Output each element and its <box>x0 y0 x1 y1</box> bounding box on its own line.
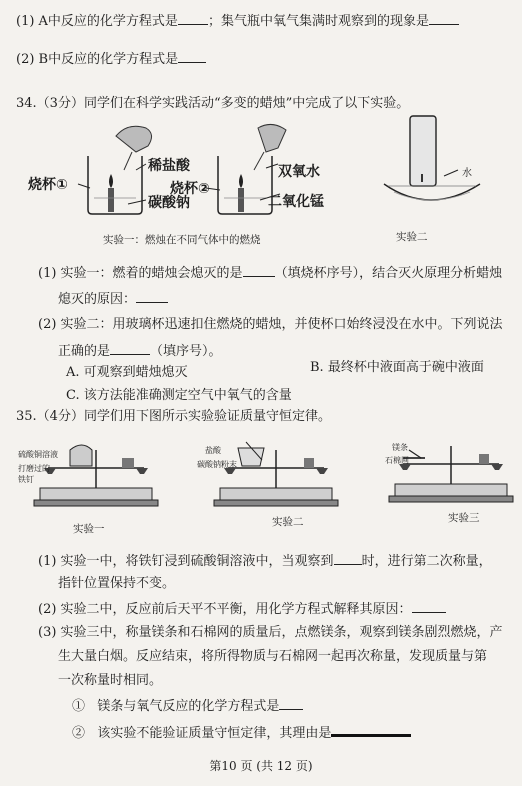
q34-figure-experiment2 <box>380 112 490 222</box>
label-nail: 打磨过的铁钉 <box>18 464 50 484</box>
q34-p2b <box>58 342 222 360</box>
label-hcl-2: 盐酸 <box>205 446 221 455</box>
label-caco3: 碳酸钠粉末 <box>197 460 237 469</box>
q35-sub2-num: ② <box>72 726 86 741</box>
q34-stem: 34.（3分）同学们在科学实践活动“多变的蜡烛”中完成了以下实验。 <box>16 96 410 111</box>
q33-line1-text: (1) A中反应的化学方程式是 <box>16 14 178 29</box>
q35-p3b: 生大量白烟。反应结束，将所得物质与石棉网一起再次称量，发现质量与第 <box>58 649 488 664</box>
answer-blank[interactable] <box>178 50 206 63</box>
q35-p1c: 指针位置保持不变。 <box>58 576 176 591</box>
q35-sub1-num: ① <box>72 699 86 714</box>
q34-option-b: B. 最终杯中液面高于碗中液面 <box>310 360 484 375</box>
q34-p2a: (2) 实验二：用玻璃杯迅速扣住燃烧的蜡烛，并使杯口始终浸没在水中。下列说法 <box>38 317 503 332</box>
answer-blank[interactable] <box>243 264 275 277</box>
label-mno2: 二氧化锰 <box>268 194 324 210</box>
label-mg: 镁条 <box>392 443 408 452</box>
q35-p2a <box>38 600 446 618</box>
answer-blank[interactable] <box>334 552 362 565</box>
label-na2co3: 碳酸钠 <box>148 195 190 211</box>
answer-blank[interactable] <box>110 342 150 355</box>
q35-sub2-text: 该实验不能验证质量守恒定律，其理由是 <box>97 726 332 741</box>
q35-sub1 <box>72 697 303 715</box>
q35-p1a <box>38 552 492 570</box>
answer-blank[interactable] <box>178 12 208 25</box>
q34-p1a-text: (1) 实验一：燃着的蜡烛会熄灭的是 <box>38 266 243 281</box>
q34-p2c-text: （填序号）。 <box>150 344 222 359</box>
label-cuso4: 硫酸铜溶液 <box>18 450 58 459</box>
label-beaker1: 烧杯① <box>28 177 68 193</box>
q33-line1 <box>16 12 459 30</box>
q34-p1b-text: （填烧杯序号），结合灭火原理分析蜡烛 <box>274 266 503 281</box>
label-water: 水 <box>462 168 472 179</box>
page-footer: 第10 页 (共 12 页) <box>209 759 313 773</box>
q35-figure-experiment2 <box>210 440 340 510</box>
answer-blank[interactable] <box>429 12 459 25</box>
q34-option-a: A. 可观察到蜡烛熄灭 <box>66 365 188 380</box>
q35-p1b-text: 时，进行第二次称量， <box>361 554 492 569</box>
q35-p3a: (3) 实验三中，称量镁条和石棉网的质量后，点燃镁条，观察到镁条剧烈燃烧，产 <box>38 625 503 640</box>
q33-line2-text: (2) B中反应的化学方程式是 <box>16 52 179 67</box>
answer-blank[interactable] <box>412 600 446 613</box>
q35-sub1-text: 镁条与氧气反应的化学方程式是 <box>97 699 280 714</box>
q35-p2a-text: (2) 实验二中，反应前后天平不平衡，用化学方程式解释其原因： <box>38 602 412 617</box>
caption-q35-exp1: 实验一 <box>73 523 105 535</box>
q34-p2b-text: 正确的是 <box>58 344 111 359</box>
q35-sub2 <box>72 722 411 742</box>
label-hcl: 稀盐酸 <box>148 158 190 174</box>
q35-stem: 35.（4分）同学们用下图所示实验验证质量守恒定律。 <box>16 409 331 424</box>
answer-blank[interactable] <box>331 722 411 737</box>
q33-line1-mid: ；集气瓶中氧气集满时观察到的现象是 <box>207 14 429 29</box>
q34-p1c-text: 熄灭的原因： <box>58 292 137 307</box>
label-asbestos: 石棉网 <box>385 456 409 465</box>
answer-blank[interactable] <box>279 697 303 710</box>
q34-p1c <box>58 290 168 308</box>
caption-q35-exp3: 实验三 <box>448 512 480 524</box>
answer-blank[interactable] <box>136 290 168 303</box>
caption-experiment2: 实验二 <box>396 231 428 243</box>
q35-p3c: 一次称量时相同。 <box>58 673 163 688</box>
q33-line2 <box>16 50 206 68</box>
label-beaker2: 烧杯② <box>170 181 210 197</box>
q34-option-c: C. 该方法能准确测定空气中氧气的含量 <box>66 388 292 403</box>
q34-p1a <box>38 264 502 282</box>
caption-q35-exp2: 实验二 <box>272 516 304 528</box>
q35-p1a-text: (1) 实验一中，将铁钉浸到硫酸铜溶液中，当观察到 <box>38 554 334 569</box>
label-h2o2: 双氧水 <box>278 164 320 180</box>
caption-experiment1: 实验一：燃烛在不同气体中的燃烧 <box>103 234 261 246</box>
